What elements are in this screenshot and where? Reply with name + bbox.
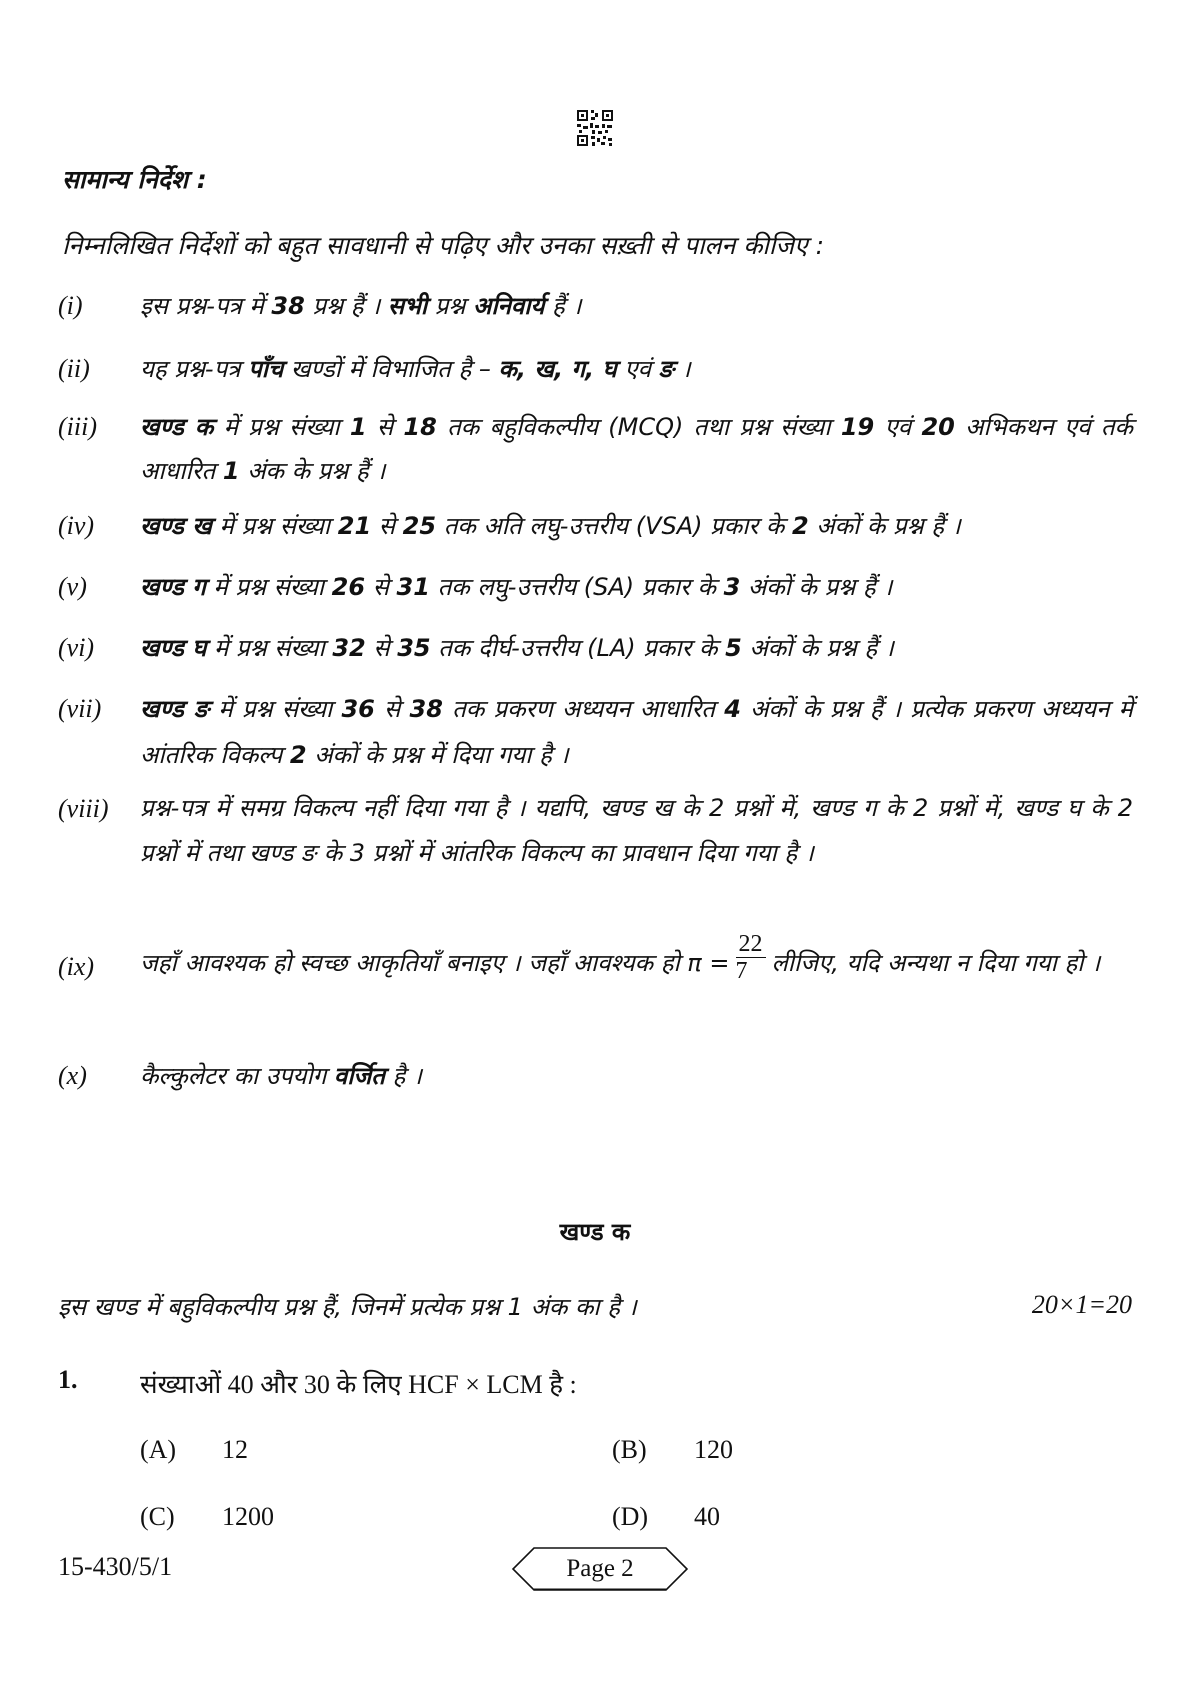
question-text: संख्याओं 40 और 30 के लिए HCF × LCM है : [140,1370,577,1399]
instruction-item [58,282,1133,330]
general-instructions-heading: सामान्य निर्देश : [62,165,207,194]
instruction-item [58,786,1133,876]
question-number: 1. [58,1365,78,1394]
instruction-text: प्रश्न-पत्र में समग्र विकल्प नहीं दिया गया है । यद्यपि, खण्ड ख के 2 प्रश्नों में, खण्ड ग के 2 प्रश्नों में, खण्ड घ के 2 प्रश्नों में तथा खण्ड ङ के 3 प्रश्नों में आंतरिक विकल्प का प्रावधान दिया गया है । [140,794,1133,867]
page-label: Page 2 [566,1555,634,1582]
instruction-number: (ii) [58,354,90,383]
instruction-number: (x) [58,1061,87,1090]
instruction-item [58,345,1133,393]
instruction-item [58,930,1133,991]
instruction-number: (viii) [58,794,109,823]
page-number-badge [512,1547,688,1591]
instruction-text: खण्ड ङ में प्रश्न संख्या 36 से 38 तक प्रकरण अध्ययन आधारित 4 अंकों के प्रश्न हैं । प्रत्येक प्रकरण अध्ययन में आंतरिक विकल्प 2 अंकों के प्रश्न में दिया गया है । [140,695,1134,769]
instructions-intro: निम्नलिखित निर्देशों को बहुत सावधानी से पढ़िए और उनका सख़्ती से पालन कीजिए : [62,231,825,260]
instruction-number: (iv) [58,511,95,540]
option-b: (B) 120 [612,1435,733,1464]
instruction-number: (ix) [58,952,95,981]
instruction-text: यह प्रश्न-पत्र पाँच खण्डों में विभाजित है – क, ख, ग, घ एवं ङ । [140,355,691,383]
instruction-text: खण्ड ग में प्रश्न संख्या 26 से 31 तक लघु-उत्तरीय (SA) प्रकार के 3 अंकों के प्रश्न हैं । [140,573,893,601]
option-a: (A) 12 [140,1435,248,1464]
instruction-number: (vii) [58,694,102,723]
section-title: खण्ड क [559,1218,631,1246]
section-marks: 20×1=20 [1031,1290,1132,1319]
instruction-item [58,686,1133,778]
paper-code: 15-430/5/1 [58,1552,173,1581]
instruction-item [58,502,1133,550]
instruction-text: इस प्रश्न-पत्र में 38 प्रश्न हैं । सभी प्रश्न अनिवार्य हैं । [140,292,582,320]
section-note: इस खण्ड में बहुविकल्पीय प्रश्न हैं, जिनमें प्रत्येक प्रश्न 1 अंक का है । [58,1293,637,1321]
instruction-text: खण्ड क में प्रश्न संख्या 1 से 18 तक बहुविकल्पीय (MCQ) तथा प्रश्न संख्या 19 एवं 20 अभिकथन एवं तर्क आधारित 1 अंक के प्रश्न हैं । [140,413,1133,485]
instruction-text: खण्ड ख में प्रश्न संख्या 21 से 25 तक अति लघु-उत्तरीय (VSA) प्रकार के 2 अंकों के प्रश्न हैं । [140,512,961,540]
instruction-item [58,563,1133,611]
instruction-text: खण्ड घ में प्रश्न संख्या 32 से 35 तक दीर्घ-उत्तरीय (LA) प्रकार के 5 अंकों के प्रश्न हैं । [140,634,894,662]
qr-code-icon [575,108,615,148]
instruction-item [58,1052,1133,1100]
instruction-number: (v) [58,572,87,601]
instruction-text: जहाँ आवश्यक हो स्वच्छ आकृतियाँ बनाइए । जहाँ आवश्यक हो π = $\frac{22}{7}$ लीजिए, यदि अन्यथा न दिया गया हो । [140,930,1101,984]
instruction-number: (iii) [58,412,97,441]
pi-fraction: $\frac{22}{7}$ [736,931,766,984]
instruction-number: (vi) [58,633,95,662]
instruction-text: कैल्कुलेटर का उपयोग वर्जित है । [140,1062,423,1090]
instruction-number: (i) [58,291,83,320]
option-d: (D) 40 [612,1502,720,1531]
instruction-item [58,624,1133,672]
instruction-item [58,405,1133,493]
option-c: (C) 1200 [140,1502,274,1531]
